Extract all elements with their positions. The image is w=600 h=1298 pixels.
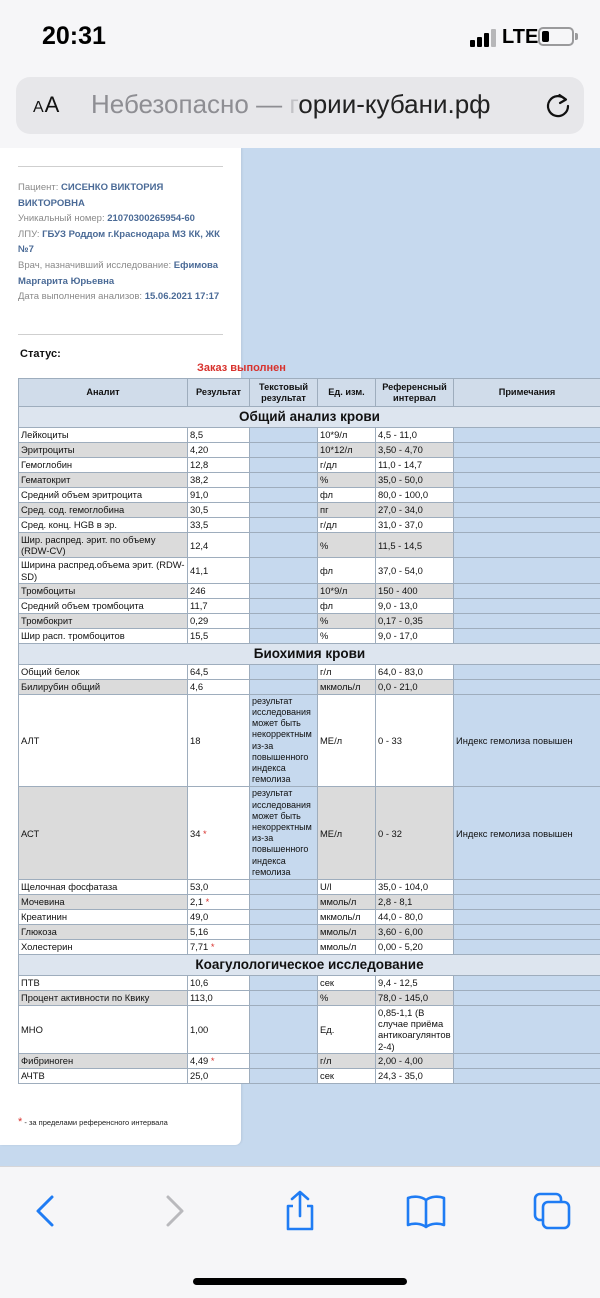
analyte-cell: Ширина распред.объема эрит. (RDW-SD) xyxy=(19,558,188,583)
section-title: Коагулологическое исследование xyxy=(19,955,600,976)
analyte-cell: Фибриноген xyxy=(19,1053,188,1068)
network-type: LTE xyxy=(502,26,539,48)
table-row xyxy=(19,533,600,558)
analyte-cell: Средний объем эритроцита xyxy=(19,488,188,503)
forward-icon[interactable] xyxy=(152,1189,196,1233)
unit-cell: пг xyxy=(318,503,376,518)
unit-cell: ммоль/л xyxy=(318,925,376,940)
reference-cell: 24,3 - 35,0 xyxy=(376,1068,454,1083)
patient-info: Пациент: СИСЕНКО ВИКТОРИЯ ВИКТОРОВНА Уникальный номер: 21070300265954-60 ЛПУ: ГБУЗ Роддом г.Краснодара МЗ КК, ЖК №7 Врач, назначивший исследование: Ефимова Маргарита Юрьевна Дата выполнения анализов: 15.06.2021 17:17 xyxy=(18,182,220,303)
table-row xyxy=(19,458,600,473)
unit-cell: ммоль/л xyxy=(318,895,376,910)
unit-cell: фл xyxy=(318,598,376,613)
notes-cell xyxy=(454,991,600,1006)
result-cell: 7,71 * xyxy=(188,940,250,955)
section-row xyxy=(19,643,600,664)
analyte-cell: АЧТВ xyxy=(19,1068,188,1083)
signal-icon xyxy=(470,29,496,47)
text-result-cell xyxy=(250,613,318,628)
analyte-cell: Креатинин xyxy=(19,910,188,925)
url-domain: ории-кубани.рф xyxy=(298,89,491,119)
result-cell: 49,0 xyxy=(188,910,250,925)
analyte-cell: Тромбоциты xyxy=(19,583,188,598)
analyte-cell: Глюкоза xyxy=(19,925,188,940)
text-result-cell xyxy=(250,1053,318,1068)
col-result: Результат xyxy=(188,379,250,407)
reference-cell: 11,0 - 14,7 xyxy=(376,458,454,473)
unit-cell: 10*9/л xyxy=(318,428,376,443)
notes-cell xyxy=(454,458,600,473)
reference-cell: 11,5 - 14,5 xyxy=(376,533,454,558)
out-of-range-flag: * xyxy=(210,941,215,953)
text-result-cell: результат исследования может быть некорректным из-за повышенного индекса гемолиза xyxy=(250,694,318,787)
analyte-cell: АСТ xyxy=(19,787,188,880)
unit-cell: МЕ/л xyxy=(318,694,376,787)
analyte-cell: ПТВ xyxy=(19,976,188,991)
home-indicator xyxy=(193,1278,407,1285)
unit-cell: г/л xyxy=(318,1053,376,1068)
share-icon[interactable] xyxy=(278,1189,322,1233)
result-cell: 15,5 xyxy=(188,628,250,643)
reference-cell: 31,0 - 37,0 xyxy=(376,518,454,533)
result-cell: 33,5 xyxy=(188,518,250,533)
table-row xyxy=(19,613,600,628)
col-notes: Примечания xyxy=(454,379,600,407)
text-result-cell xyxy=(250,443,318,458)
analyte-cell: МНО xyxy=(19,1006,188,1054)
reference-cell: 0,17 - 0,35 xyxy=(376,613,454,628)
text-result-cell xyxy=(250,503,318,518)
table-row xyxy=(19,991,600,1006)
analyte-cell: Эритроциты xyxy=(19,443,188,458)
unit-cell: Ед. xyxy=(318,1006,376,1054)
text-result-cell xyxy=(250,488,318,503)
table-row xyxy=(19,1006,600,1054)
analyte-cell: АЛТ xyxy=(19,694,188,787)
unit-cell: ммоль/л xyxy=(318,940,376,955)
reference-cell: 80,0 - 100,0 xyxy=(376,488,454,503)
text-result-cell xyxy=(250,558,318,583)
result-cell: 38,2 xyxy=(188,473,250,488)
table-row xyxy=(19,694,600,787)
footnote-star: * xyxy=(18,1116,23,1128)
analysis-date: 15.06.2021 17:17 xyxy=(144,291,220,303)
analyte-cell: Щелочная фосфатаза xyxy=(19,880,188,895)
text-result-cell xyxy=(250,664,318,679)
text-result-cell xyxy=(250,458,318,473)
notes-cell xyxy=(454,925,600,940)
reference-cell: 0 - 33 xyxy=(376,694,454,787)
table-row xyxy=(19,925,600,940)
table-row xyxy=(19,787,600,880)
table-row xyxy=(19,910,600,925)
result-cell: 5,16 xyxy=(188,925,250,940)
table-row xyxy=(19,940,600,955)
reference-cell: 64,0 - 83,0 xyxy=(376,664,454,679)
unit-cell: мкмоль/л xyxy=(318,679,376,694)
notes-cell xyxy=(454,518,600,533)
result-cell: 18 xyxy=(188,694,250,787)
result-cell: 53,0 xyxy=(188,880,250,895)
status-label: Статус: xyxy=(20,348,61,360)
notes-cell xyxy=(454,473,600,488)
reference-cell: 9,0 - 17,0 xyxy=(376,628,454,643)
text-result-cell xyxy=(250,518,318,533)
result-cell: 4,20 xyxy=(188,443,250,458)
notes-cell xyxy=(454,598,600,613)
web-page xyxy=(0,148,600,1166)
reference-cell: 9,0 - 13,0 xyxy=(376,598,454,613)
unit-cell: % xyxy=(318,991,376,1006)
notes-cell xyxy=(454,443,600,458)
notes-cell xyxy=(454,488,600,503)
table-row xyxy=(19,679,600,694)
battery-cap xyxy=(575,33,578,40)
unit-cell: % xyxy=(318,473,376,488)
unit-cell: % xyxy=(318,613,376,628)
notes-cell xyxy=(454,1053,600,1068)
analyte-cell: Процент активности по Квику xyxy=(19,991,188,1006)
table-row xyxy=(19,558,600,583)
reference-cell: 78,0 - 145,0 xyxy=(376,991,454,1006)
unit-cell: 10*12/л xyxy=(318,443,376,458)
battery-icon xyxy=(538,27,574,46)
analyte-cell: Холестерин xyxy=(19,940,188,955)
analyte-cell: Средний объем тромбоцита xyxy=(19,598,188,613)
table-row xyxy=(19,518,600,533)
result-cell: 34 * xyxy=(188,787,250,880)
text-result-cell xyxy=(250,940,318,955)
text-result-cell xyxy=(250,976,318,991)
table-row xyxy=(19,628,600,643)
analyte-cell: Сред. конц. HGB в эр. xyxy=(19,518,188,533)
text-result-cell xyxy=(250,925,318,940)
text-result-cell xyxy=(250,598,318,613)
notes-cell xyxy=(454,1006,600,1054)
table-row xyxy=(19,503,600,518)
analyte-cell: Гематокрит xyxy=(19,473,188,488)
table-row xyxy=(19,473,600,488)
notes-cell xyxy=(454,613,600,628)
table-row xyxy=(19,428,600,443)
result-cell: 11,7 xyxy=(188,598,250,613)
notes-cell xyxy=(454,503,600,518)
bookmarks-icon[interactable] xyxy=(404,1189,448,1233)
table-row xyxy=(19,880,600,895)
order-status: Заказ выполнен xyxy=(197,362,286,374)
patient-name: СИСЕНКО ВИКТОРИЯ ВИКТОРОВНА xyxy=(18,182,164,209)
result-cell: 113,0 xyxy=(188,991,250,1006)
reference-cell: 2,8 - 8,1 xyxy=(376,895,454,910)
result-cell: 246 xyxy=(188,583,250,598)
results-table xyxy=(18,378,600,1084)
text-result-cell xyxy=(250,991,318,1006)
tabs-icon[interactable] xyxy=(530,1189,574,1233)
insecure-label: Небезопасно — xyxy=(91,89,290,119)
text-result-cell xyxy=(250,533,318,558)
notes-cell xyxy=(454,533,600,558)
address-bar[interactable] xyxy=(16,77,584,134)
text-result-cell xyxy=(250,428,318,443)
notes-cell xyxy=(454,679,600,694)
unit-cell: г/л xyxy=(318,664,376,679)
result-cell: 12,4 xyxy=(188,533,250,558)
text-result-cell xyxy=(250,880,318,895)
table-row xyxy=(19,1053,600,1068)
doctor: Ефимова Маргарита Юрьевна xyxy=(18,259,218,287)
result-cell: 8,5 xyxy=(188,428,250,443)
col-text-result: Текстовый результат xyxy=(250,379,318,407)
text-result-cell xyxy=(250,679,318,694)
analyte-cell: Шир расп. тромбоцитов xyxy=(19,628,188,643)
lpu: ГБУЗ Роддом г.Краснодара МЗ КК, ЖК №7 xyxy=(18,228,220,256)
text-result-cell xyxy=(250,473,318,488)
result-cell: 12,8 xyxy=(188,458,250,473)
reference-cell: 0,0 - 21,0 xyxy=(376,679,454,694)
reload-icon[interactable] xyxy=(543,91,573,121)
reference-cell: 4,5 - 11,0 xyxy=(376,428,454,443)
reference-cell: 35,0 - 104,0 xyxy=(376,880,454,895)
reference-cell: 0,00 - 5,20 xyxy=(376,940,454,955)
text-result-cell xyxy=(250,910,318,925)
reference-cell: 37,0 - 54,0 xyxy=(376,558,454,583)
reference-cell: 3,50 - 4,70 xyxy=(376,443,454,458)
unit-cell: 10*9/л xyxy=(318,583,376,598)
out-of-range-flag: * xyxy=(203,827,207,839)
result-cell: 1,00 xyxy=(188,1006,250,1054)
notes-cell xyxy=(454,428,600,443)
unit-cell: сек xyxy=(318,1068,376,1083)
notes-cell xyxy=(454,895,600,910)
result-cell: 30,5 xyxy=(188,503,250,518)
notes-cell xyxy=(454,664,600,679)
table-row xyxy=(19,583,600,598)
unit-cell: МЕ/л xyxy=(318,787,376,880)
unit-cell: мкмоль/л xyxy=(318,910,376,925)
table-row xyxy=(19,976,600,991)
result-cell: 25,0 xyxy=(188,1068,250,1083)
result-cell: 64,5 xyxy=(188,664,250,679)
reference-cell: 0,85-1,1 (В случае приёма антикоагулянтов 2-4) xyxy=(376,1006,454,1054)
text-result-cell xyxy=(250,1006,318,1054)
reference-cell: 44,0 - 80,0 xyxy=(376,910,454,925)
unit-cell: фл xyxy=(318,488,376,503)
divider xyxy=(18,334,223,335)
unit-cell: U/l xyxy=(318,880,376,895)
section-row xyxy=(19,955,600,976)
notes-cell xyxy=(454,1068,600,1083)
table-row xyxy=(19,443,600,458)
back-icon[interactable] xyxy=(24,1189,68,1233)
unit-cell: фл xyxy=(318,558,376,583)
footnote-text: - за пределами референсного интервала xyxy=(22,1118,168,1127)
notes-cell xyxy=(454,628,600,643)
col-unit: Ед. изм. xyxy=(318,379,376,407)
out-of-range-flag: * xyxy=(210,1055,215,1067)
analyte-cell: Общий белок xyxy=(19,664,188,679)
section-row xyxy=(19,407,600,428)
clock: 20:31 xyxy=(42,22,106,50)
section-title: Общий анализ крови xyxy=(19,407,600,428)
notes-cell xyxy=(454,880,600,895)
reference-cell: 9,4 - 12,5 xyxy=(376,976,454,991)
divider xyxy=(18,166,223,167)
notes-cell xyxy=(454,558,600,583)
result-cell: 4,6 xyxy=(188,679,250,694)
text-result-cell xyxy=(250,628,318,643)
notes-cell xyxy=(454,940,600,955)
notes-cell xyxy=(454,976,600,991)
col-analyte: Аналит xyxy=(19,379,188,407)
out-of-range-flag: * xyxy=(205,896,210,908)
table-header xyxy=(19,379,600,407)
col-reference: Референсный интервал xyxy=(376,379,454,407)
analyte-cell: Гемоглобин xyxy=(19,458,188,473)
result-cell: 2,1 * xyxy=(188,895,250,910)
unit-cell: % xyxy=(318,628,376,643)
text-result-cell xyxy=(250,1068,318,1083)
reference-cell: 3,60 - 6,00 xyxy=(376,925,454,940)
unit-cell: сек xyxy=(318,976,376,991)
status-bar xyxy=(0,0,600,72)
analyte-cell: Лейкоциты xyxy=(19,428,188,443)
text-result-cell xyxy=(250,583,318,598)
table-row xyxy=(19,664,600,679)
analyte-cell: Шир. распред. эрит. по объему (RDW-CV) xyxy=(19,533,188,558)
reference-cell: 150 - 400 xyxy=(376,583,454,598)
text-result-cell xyxy=(250,895,318,910)
analyte-cell: Мочевина xyxy=(19,895,188,910)
notes-cell xyxy=(454,583,600,598)
reference-cell: 27,0 - 34,0 xyxy=(376,503,454,518)
footnote xyxy=(18,1116,168,1128)
url-field[interactable] xyxy=(91,89,491,120)
table-row xyxy=(19,895,600,910)
notes-cell: Индекс гемолиза повышен xyxy=(454,694,600,787)
analyte-cell: Тромбокрит xyxy=(19,613,188,628)
patient-id: 21070300265954-60 xyxy=(107,213,195,225)
notes-cell xyxy=(454,910,600,925)
text-result-cell: результат исследования может быть некорректным из-за повышенного индекса гемолиза xyxy=(250,787,318,880)
reference-cell: 35,0 - 50,0 xyxy=(376,473,454,488)
notes-cell: Индекс гемолиза повышен xyxy=(454,787,600,880)
unit-cell: г/дл xyxy=(318,518,376,533)
result-cell: 4,49 * xyxy=(188,1053,250,1068)
analyte-cell: Билирубин общий xyxy=(19,679,188,694)
unit-cell: г/дл xyxy=(318,458,376,473)
result-cell: 10,6 xyxy=(188,976,250,991)
table-row xyxy=(19,488,600,503)
reference-cell: 2,00 - 4,00 xyxy=(376,1053,454,1068)
result-cell: 41,1 xyxy=(188,558,250,583)
result-cell: 0,29 xyxy=(188,613,250,628)
text-size-button[interactable]: AA xyxy=(33,92,61,117)
table-row xyxy=(19,598,600,613)
reference-cell: 0 - 32 xyxy=(376,787,454,880)
result-cell: 91,0 xyxy=(188,488,250,503)
analyte-cell: Сред. сод. гемоглобина xyxy=(19,503,188,518)
section-title: Биохимия крови xyxy=(19,643,600,664)
unit-cell: % xyxy=(318,533,376,558)
url-faded-char: г xyxy=(289,89,299,119)
table-row xyxy=(19,1068,600,1083)
